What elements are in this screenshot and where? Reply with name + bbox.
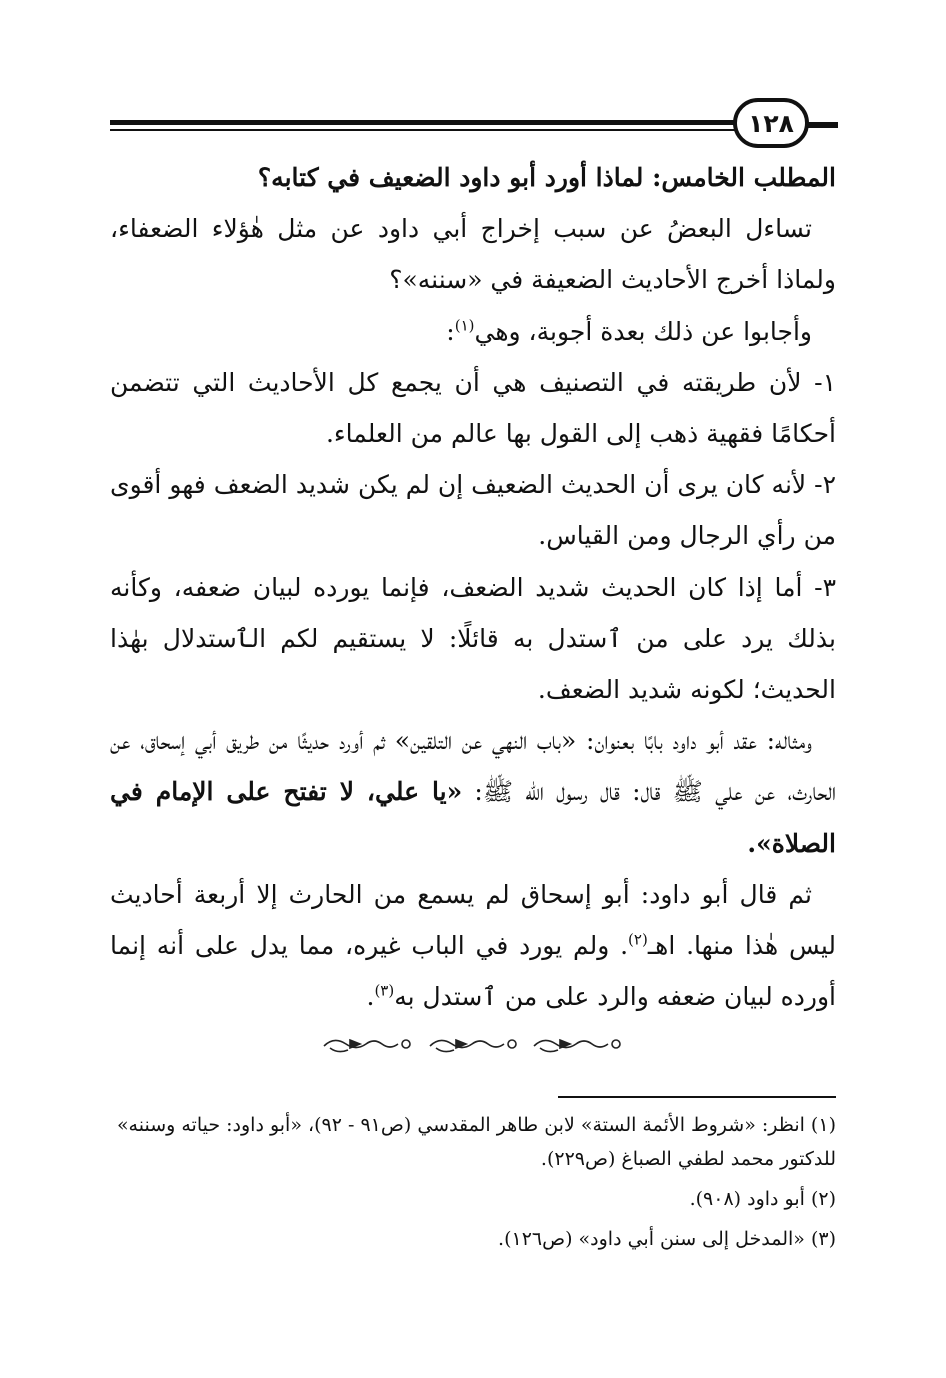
example-paragraph — [110, 715, 836, 869]
page-number: ١٢٨ — [748, 108, 794, 138]
header-rule — [110, 120, 748, 125]
answers-paragraph — [110, 306, 836, 357]
footnotes — [110, 1108, 836, 1262]
intro-paragraph: تساءل البعضُ عن سبب إخراج أبي داود عن مثل هٰؤلاء الضعفاء، ولماذا أخرج الأحاديث الضعيفة في «سننه»؟ — [110, 214, 836, 295]
closing-text-1: ثم قال أبو داود: أبو إسحاق لم يسمع من الحارث إلا أربعة أحاديث ليس هٰذا منها. اهـ — [110, 879, 837, 961]
footnote-ref-2: (٢) — [628, 930, 648, 949]
page-number-badge — [733, 98, 809, 148]
ornament-motif-right — [534, 1040, 620, 1052]
point-1: ١- لأن طريقته في التصنيف هي أن يجمع كل الأحاديث التي تتضمن أحكامًا فقهية ذهب إلى القول بها عالم من العلماء. — [110, 367, 836, 449]
ornament-motif-left — [324, 1040, 410, 1052]
footnote-1: (١) انظر: «شروط الأئمة الستة» لابن طاهر المقدسي (ص٩١ - ٩٢)، «أبو داود: حياته وسننه» للدكتور محمد لطفي الصباغ (ص٢٢٩). — [116, 1114, 836, 1170]
ornament-motif-middle — [430, 1040, 516, 1052]
closing-end: . — [366, 982, 375, 1012]
answers-colon: : — [446, 316, 455, 346]
point-3: ٣- أما إذا كان الحديث شديد الضعف، فإنما يورده لبيان ضعفه، وكأنه بذلك يرد على من ٱستدل به قائلًا: لا يستقيم لكم الٱستدلال بهٰذا الحديث؛ لكونه شديد الضعف. — [110, 572, 836, 705]
footnote-ref-3: (٣) — [374, 981, 395, 1000]
footnote-2: (٢) أبو داود (٩٠٨). — [689, 1188, 836, 1210]
answers-text: وأجابوا عن ذلك بعدة أجوبة، وهي — [474, 316, 812, 346]
point-2: ٢- لأنه كان يرى أن الحديث الضعيف إن لم يكن شديد الضعف فهو أقوى من رأي الرجال ومن القياس. — [110, 470, 836, 551]
section-heading: المطلب الخامس: لماذا أورد أبو داود الضعيف في كتابه؟ — [257, 163, 836, 192]
footnote-separator — [558, 1096, 836, 1098]
ornament-divider — [320, 1030, 630, 1058]
header-rule-thin — [110, 129, 748, 131]
footnote-ref-1: (١) — [454, 316, 475, 335]
footnote-3: (٣) «المدخل إلى سنن أبي داود» (ص١٢٦). — [498, 1228, 836, 1250]
closing-paragraph — [110, 869, 836, 1023]
hadith-quote: «يا علي، لا تفتح على الإمام في الصلاة». — [110, 777, 836, 858]
example-text: ومثاله: عقد أبو داود بابًا بعنوان: «باب النهي عن التلقين» ثم أورد حديثًا من طريق أبي إسحاق، عن الحارث، عن علي ﷺ قال: قال رسول الله ﷺ: — [110, 726, 836, 807]
closing-text-2: . ولم يورد في الباب غيره، مما يدل على أنه إنما أورده لبيان ضعفه والرد على من ٱستدل به — [110, 931, 836, 1012]
main-text — [110, 152, 836, 1022]
